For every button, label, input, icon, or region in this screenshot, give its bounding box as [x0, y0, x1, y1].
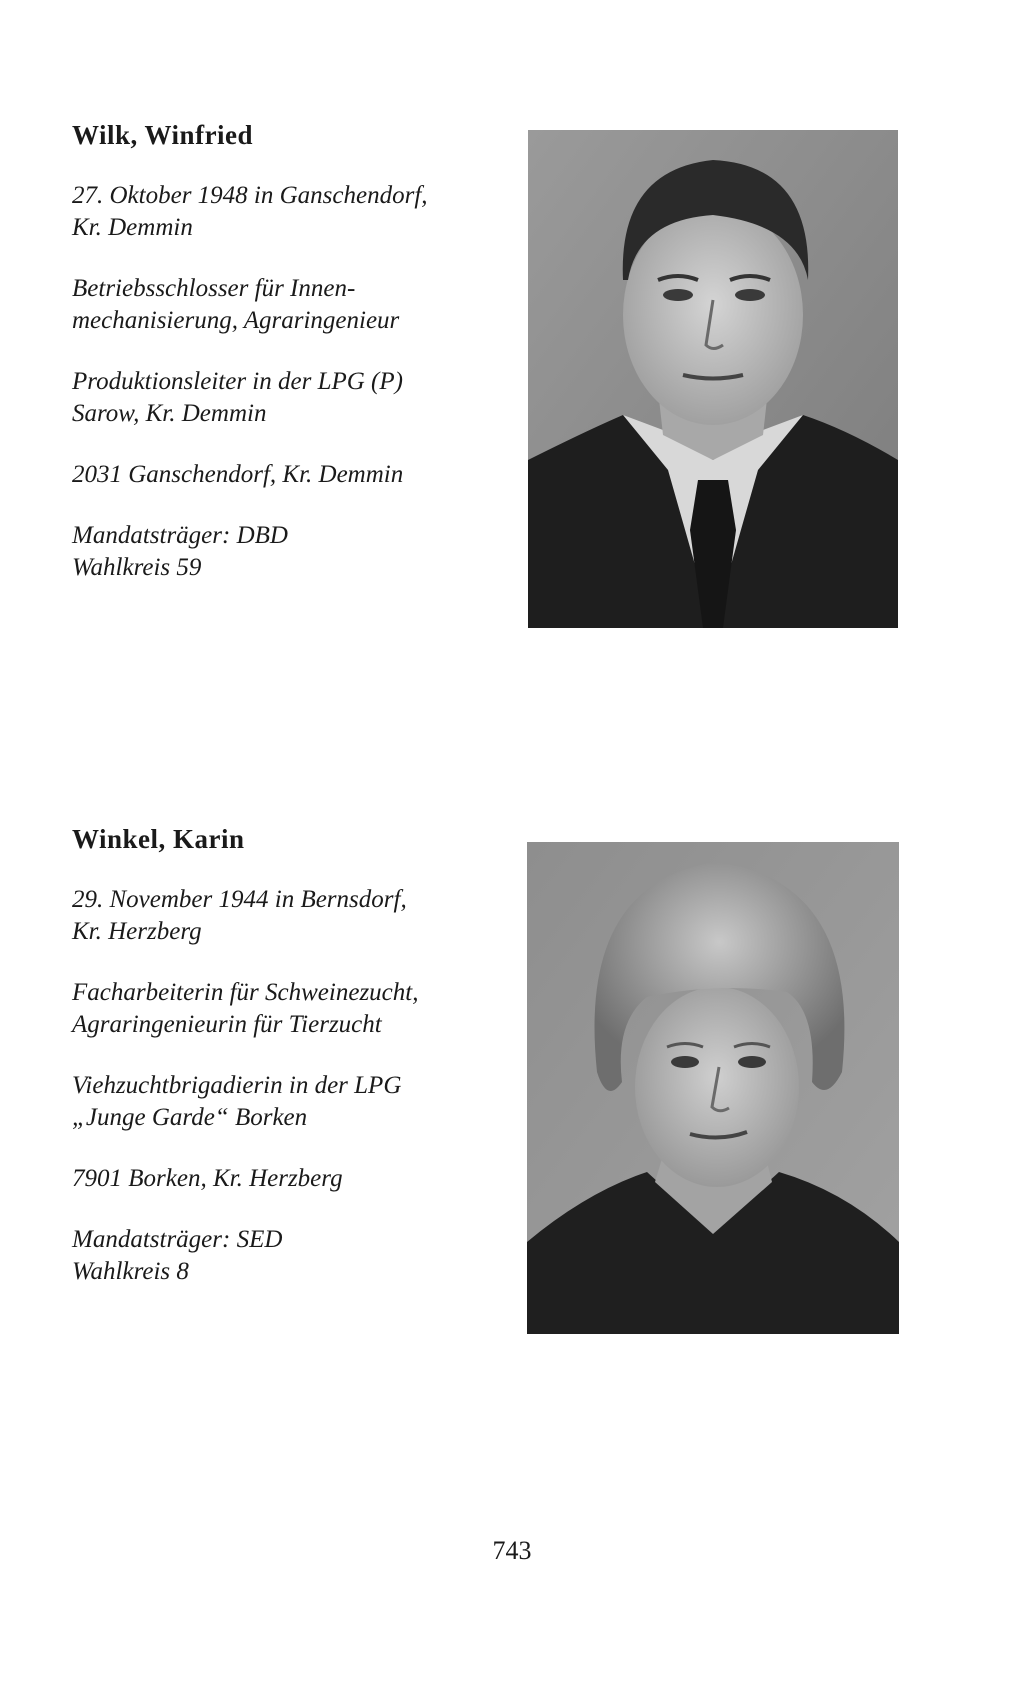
birth-line: Kr. Demmin [72, 214, 193, 241]
profession-line: Facharbeiterin für Schweinezucht, [72, 979, 419, 1006]
mandate-info [72, 520, 472, 584]
page-number: 743 [492, 1536, 532, 1565]
entry-winkel-karin [72, 822, 472, 1317]
mandate-line: Mandatsträger: SED [72, 1226, 283, 1253]
address-info [72, 459, 472, 491]
birth-line: 29. November 1944 in Bernsdorf, [72, 886, 407, 913]
position-line: Produktionsleiter in der LPG (P) [72, 368, 403, 395]
position-info [72, 1070, 472, 1134]
profession-line: Betriebsschlosser für Innen- [72, 275, 356, 302]
entry-wilk-winfried [72, 118, 472, 613]
position-info [72, 366, 472, 430]
address-line: 2031 Ganschendorf, Kr. Demmin [72, 461, 404, 488]
mandate-line: Mandatsträger: DBD [72, 522, 288, 549]
address-line: 7901 Borken, Kr. Herzberg [72, 1165, 343, 1192]
position-line: „Junge Garde“ Borken [72, 1104, 308, 1131]
profession-info [72, 273, 472, 337]
profession-line: mechanisierung, Agraringenieur [72, 307, 400, 334]
portrait-photo-wilk [528, 130, 898, 628]
position-line: Viehzuchtbrigadierin in der LPG [72, 1072, 402, 1099]
entry-name: Wilk, Winfried [72, 120, 254, 150]
profession-info [72, 977, 472, 1041]
address-info [72, 1163, 472, 1195]
birth-info [72, 180, 472, 244]
mandate-line: Wahlkreis 59 [72, 554, 202, 581]
entry-name: Winkel, Karin [72, 824, 245, 854]
profession-line: Agraringenieurin für Tierzucht [72, 1011, 382, 1038]
birth-line: 27. Oktober 1948 in Ganschendorf, [72, 182, 428, 209]
portrait-photo-winkel [527, 842, 899, 1334]
birth-info [72, 884, 472, 948]
mandate-line: Wahlkreis 8 [72, 1258, 189, 1285]
mandate-info [72, 1224, 472, 1288]
birth-line: Kr. Herzberg [72, 918, 202, 945]
position-line: Sarow, Kr. Demmin [72, 400, 267, 427]
